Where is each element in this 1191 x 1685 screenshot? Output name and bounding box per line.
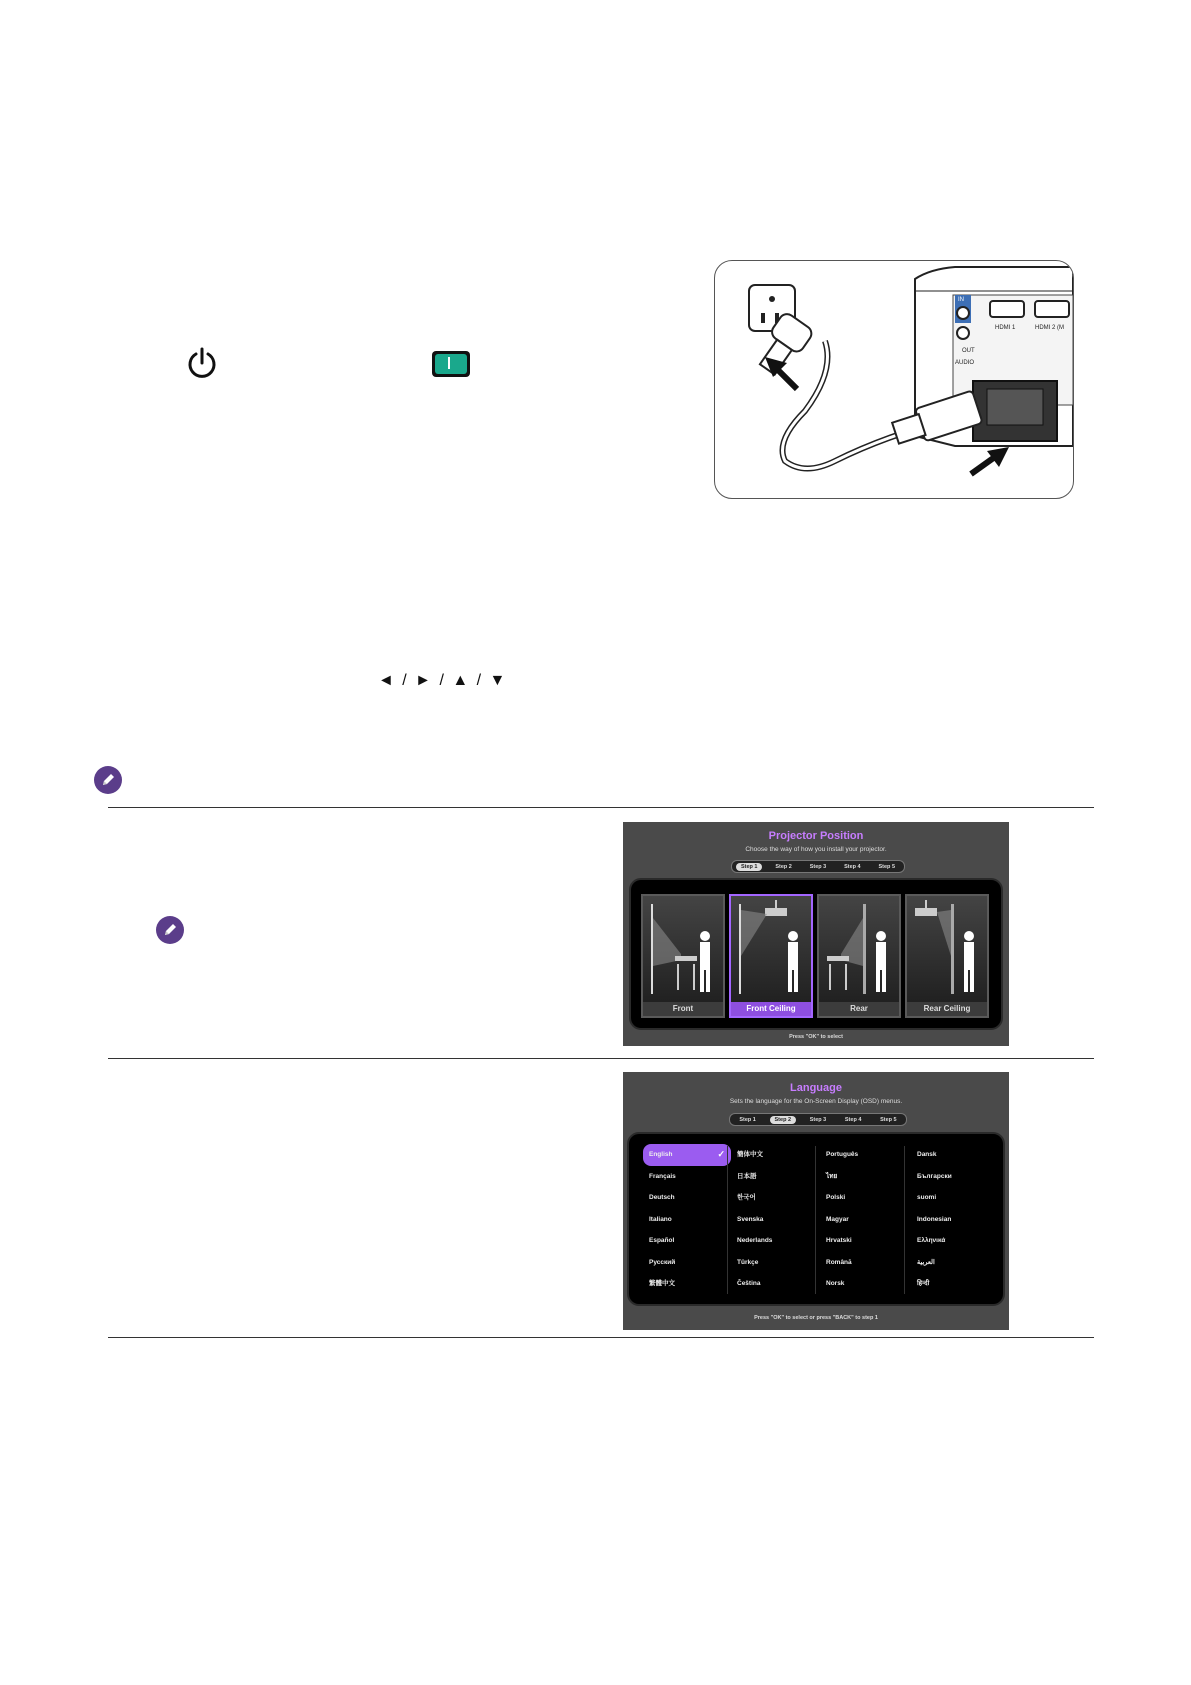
- osd-footer: Press "OK" to select or press "BACK" to step 1: [754, 1315, 878, 1321]
- option-front-ceiling[interactable]: [729, 894, 813, 1018]
- language-option[interactable]: Hrvatski: [826, 1237, 852, 1244]
- language-option[interactable]: Čeština: [737, 1280, 761, 1287]
- step-indicator: [731, 860, 905, 873]
- step-4: Step 4: [844, 863, 861, 870]
- column-divider: [727, 1146, 728, 1294]
- table-rule-bottom: [108, 1337, 1094, 1338]
- osd-title: Language: [790, 1082, 842, 1094]
- language-option[interactable]: Dansk: [917, 1151, 937, 1158]
- language-column-3: [820, 1144, 908, 1295]
- power-switch-icon: [432, 351, 470, 377]
- step-3: Step 3: [809, 863, 827, 870]
- power-cord-illustration: [714, 260, 1074, 499]
- step-2: Step 2: [770, 1116, 797, 1124]
- language-list: [627, 1132, 1005, 1306]
- arrow-keys: ◄ / ► / ▲ / ▼: [378, 672, 508, 689]
- port-label-out: OUT: [962, 348, 975, 354]
- language-option[interactable]: suomi: [917, 1194, 937, 1201]
- language-option[interactable]: العربية: [917, 1258, 935, 1266]
- step-2: Step 2: [775, 863, 792, 870]
- osd-subtitle: Sets the language for the On-Screen Display (OSD) menus.: [729, 1098, 903, 1105]
- power-icon: [186, 346, 218, 380]
- language-option[interactable]: हिन्दी: [917, 1280, 930, 1287]
- osd-title: Projector Position: [768, 830, 864, 842]
- pencil-note-icon: [156, 916, 184, 944]
- step-5: Step 5: [878, 863, 896, 870]
- language-option[interactable]: 한국어: [737, 1194, 756, 1201]
- language-option[interactable]: Polski: [826, 1194, 846, 1201]
- language-option[interactable]: Svenska: [737, 1215, 764, 1223]
- option-label: Front: [643, 1002, 723, 1016]
- language-option[interactable]: Español: [649, 1237, 675, 1244]
- language-label: English: [649, 1151, 673, 1158]
- position-options: [629, 878, 1003, 1030]
- table-rule-top: [108, 807, 1094, 808]
- language-option[interactable]: 日本語: [737, 1172, 757, 1180]
- projector-position-screen: [623, 822, 1009, 1046]
- language-option[interactable]: 繁體中文: [649, 1280, 675, 1287]
- step-3: Step 3: [809, 1116, 827, 1123]
- port-label-audio: AUDIO: [955, 360, 975, 366]
- step-indicator: [729, 1113, 907, 1126]
- checkmark-icon: ✓: [717, 1149, 725, 1159]
- port-label-hdmi1: HDMI 1: [995, 325, 1016, 331]
- language-option[interactable]: Magyar: [826, 1215, 849, 1223]
- osd-subtitle: Choose the way of how you install your projector.: [745, 846, 887, 853]
- language-option[interactable]: Norsk: [826, 1280, 845, 1287]
- language-option[interactable]: Русский: [649, 1258, 676, 1266]
- language-option[interactable]: Български: [917, 1172, 952, 1180]
- language-column-1: [643, 1144, 731, 1295]
- language-screen: [623, 1072, 1009, 1330]
- table-rule-middle: [108, 1058, 1094, 1059]
- language-option[interactable]: Ελληνικά: [917, 1237, 946, 1244]
- language-option[interactable]: Nederlands: [737, 1237, 773, 1244]
- language-option[interactable]: Türkçe: [737, 1258, 759, 1266]
- option-rear[interactable]: [817, 894, 901, 1018]
- language-option[interactable]: Italiano: [649, 1215, 672, 1223]
- osd-footer: Press "OK" to select: [789, 1034, 843, 1040]
- step-4: Step 4: [844, 1116, 862, 1123]
- option-label: Front Ceiling: [731, 1002, 811, 1016]
- language-option[interactable]: 簡体中文: [737, 1151, 763, 1158]
- port-label-hdmi2: HDMI 2 (M: [1035, 325, 1064, 331]
- column-divider: [904, 1146, 905, 1294]
- language-option[interactable]: Deutsch: [649, 1194, 675, 1201]
- option-front[interactable]: [641, 894, 725, 1018]
- language-option[interactable]: Indonesian: [917, 1215, 952, 1223]
- pencil-note-icon: [94, 766, 122, 794]
- option-label: Rear Ceiling: [907, 1002, 987, 1016]
- language-option[interactable]: Français: [649, 1172, 676, 1180]
- step-1: Step 1: [739, 1116, 756, 1123]
- column-divider: [815, 1146, 816, 1294]
- language-option-english[interactable]: [643, 1144, 731, 1166]
- port-label-in: IN: [958, 297, 964, 303]
- option-label: Rear: [819, 1002, 899, 1016]
- step-1: Step 1: [736, 863, 763, 871]
- option-rear-ceiling[interactable]: [905, 894, 989, 1018]
- language-option[interactable]: Português: [826, 1151, 859, 1158]
- language-option[interactable]: ไทย: [826, 1172, 838, 1180]
- step-5: Step 5: [880, 1116, 897, 1123]
- language-option[interactable]: Română: [826, 1258, 852, 1266]
- language-column-4: [911, 1144, 999, 1295]
- language-column-2: [731, 1144, 819, 1295]
